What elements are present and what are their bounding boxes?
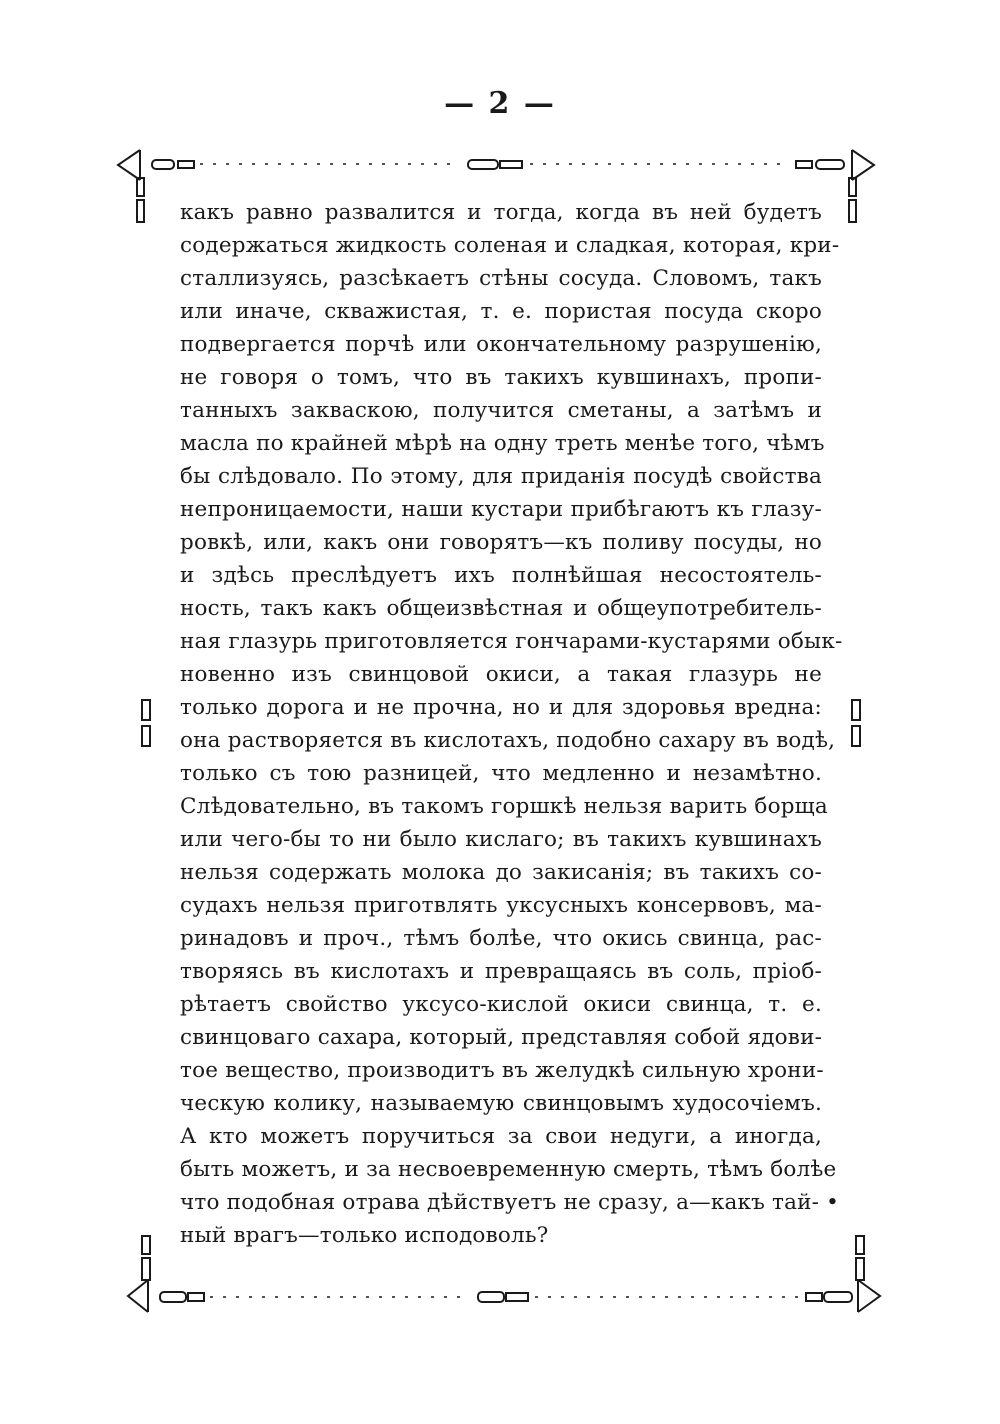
text-line: не говоря о томъ, что въ такихъ кувшинахъ, пропи- <box>180 365 822 390</box>
text-line: или чего-бы то ни было кислаго; въ такихъ кувшинахъ <box>180 827 822 852</box>
text-line: судахъ нельзя приготвлять уксусныхъ консервовъ, ма- <box>180 893 822 918</box>
text-line: и здѣсь преслѣдуетъ ихъ полнѣйшая несостоятель- <box>180 563 822 588</box>
text-line: свинцоваго сахара, который, представляя собой ядови- <box>180 1025 823 1050</box>
text-line: ный врагъ—только исподоволь? <box>180 1223 549 1248</box>
text-line: только дорога и не прочна, но и для здоровья вредна: <box>180 695 822 720</box>
text-line: только съ тою разницей, что медленно и незамѣтно. <box>180 761 822 786</box>
text-line: непроницаемости, наши кустари прибѣгаютъ къ глазу- <box>180 497 822 522</box>
text-line: ринадовъ и проч., тѣмъ болѣе, что окись свинца, рас- <box>180 926 822 951</box>
text-line: ная глазурь приготовляется гончарами-кустарями обык- <box>180 629 843 654</box>
ornament-left-middle <box>142 700 150 746</box>
text-line: бы слѣдовало. По этому, для приданія посудѣ свойства <box>180 464 822 489</box>
text-line: она растворяется въ кислотахъ, подобно сахару въ водѣ, <box>180 728 836 753</box>
text-line: масла по крайней мѣрѣ на одну треть менѣе того, чѣмъ <box>180 431 825 456</box>
text-line: какъ равно развалится и тогда, когда въ ней будетъ <box>180 200 822 225</box>
text-line: быть можетъ, и за несвоевременную смерть, тѣмъ болѣе <box>180 1157 837 1182</box>
text-line: что подобная отрава дѣйствуетъ не сразу, а—какъ тай- • <box>180 1190 840 1215</box>
body-text <box>180 196 843 1252</box>
text-line: тое вещество, производитъ въ желудкѣ сильную хрони- <box>180 1058 824 1083</box>
text-line: Слѣдовательно, въ такомъ горшкѣ нельзя варить борща <box>180 794 828 819</box>
ornament-bottom-center <box>478 1292 528 1302</box>
text-line: нельзя содержать молока до закисанія; въ такихъ со- <box>180 860 822 885</box>
text-line: ческую колику, называемую свинцовымъ худосочіемъ. <box>180 1091 822 1116</box>
text-line: сталлизуясь, разсѣкаетъ стѣны сосуда. Словомъ, такъ <box>180 266 822 291</box>
text-line: ровкѣ, или, какъ они говорятъ—къ поливу посуды, но <box>180 530 822 555</box>
text-line: содержаться жидкость соленая и сладкая, которая, кри- <box>180 233 840 258</box>
text-line: творяясь въ кислотахъ и превращаясь въ соль, пріоб- <box>180 959 822 984</box>
text-line: рѣтаетъ свойство уксусо-кислой окиси свинца, т. е. <box>180 992 822 1017</box>
ornament-top-center <box>468 160 522 169</box>
text-line: А кто можетъ поручиться за свои недуги, а иногда, <box>180 1124 822 1149</box>
text-line: ность, такъ какъ общеизвѣстная и общеупотребитель- <box>180 596 822 621</box>
text-line: или иначе, скважистая, т. е. пористая посуда скоро <box>180 299 822 324</box>
text-line: подвергается порчѣ или окончательному разрушенію, <box>180 332 822 357</box>
page-number: — 2 — <box>444 86 556 121</box>
text-line: новенно изъ свинцовой окиси, а такая глазурь не <box>180 662 822 687</box>
text-line: танныхъ закваскою, получится сметаны, а затѣмъ и <box>180 398 822 423</box>
ornament-right-middle <box>852 700 860 746</box>
